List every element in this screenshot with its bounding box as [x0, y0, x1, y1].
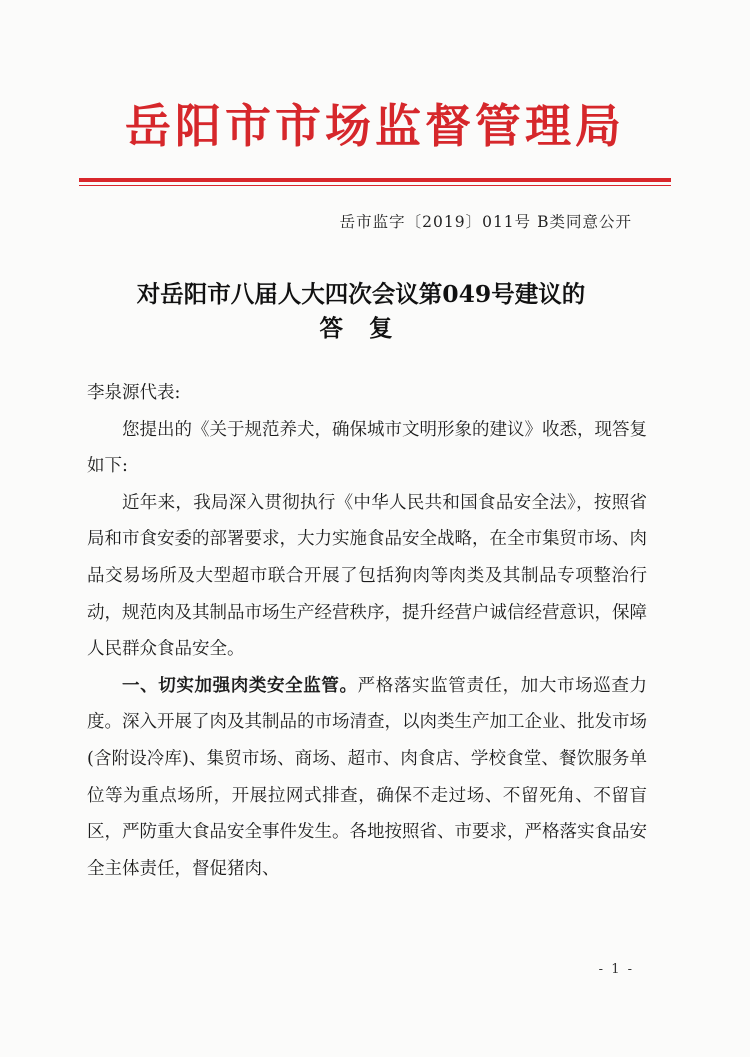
document-title-line1: 对岳阳市八届人大四次会议第049号建议的: [136, 280, 586, 308]
paragraph-acknowledgement: 您提出的《关于规范养犬，确保城市文明形象的建议》收悉，现答复如下:: [87, 419, 647, 477]
page-number: - 1 -: [598, 962, 634, 977]
document-number: 岳市监字〔2019〕011号 B类同意公开: [339, 213, 632, 231]
letterhead-red-rule-thin: [79, 185, 671, 186]
letterhead-red-rule-thick: [79, 178, 671, 182]
paragraph-section-1: [87, 668, 647, 888]
section-1-heading: 一、切实加强肉类安全监管。: [122, 675, 358, 696]
letterhead-org-name: 岳阳市市场监督管理局: [125, 99, 625, 153]
paragraph-overview: 近年来，我局深入贯彻执行《中华人民共和国食品安全法》，按照省局和市食安委的部署要求，大力实施食品安全战略，在全市集贸市场、肉品交易场所及大型超市联合开展了包括狗肉等肉类及其制品专项整治行动，规范肉及其制品市场生产经营秩序，提升经营户诚信经营意识，保障人民群众食品安全。: [87, 492, 647, 660]
document-body: [87, 375, 647, 887]
section-1-text: 严格落实监管责任，加大市场巡查力度。深入开展了肉及其制品的市场清查，以肉类生产加工企业、批发市场(含附设冷库)、集贸市场、商场、超市、肉食店、学校食堂、餐饮服务单位等为重点场所，开展拉网式排查，确保不走过场、不留死角、不留盲区，严防重大食品安全事件发生。各地按照省、市要求，严格落实食品安全主体责任，督促猪肉、: [87, 675, 647, 879]
document-title-line2: 答复: [319, 314, 419, 342]
salutation: 李泉源代表:: [87, 383, 181, 403]
